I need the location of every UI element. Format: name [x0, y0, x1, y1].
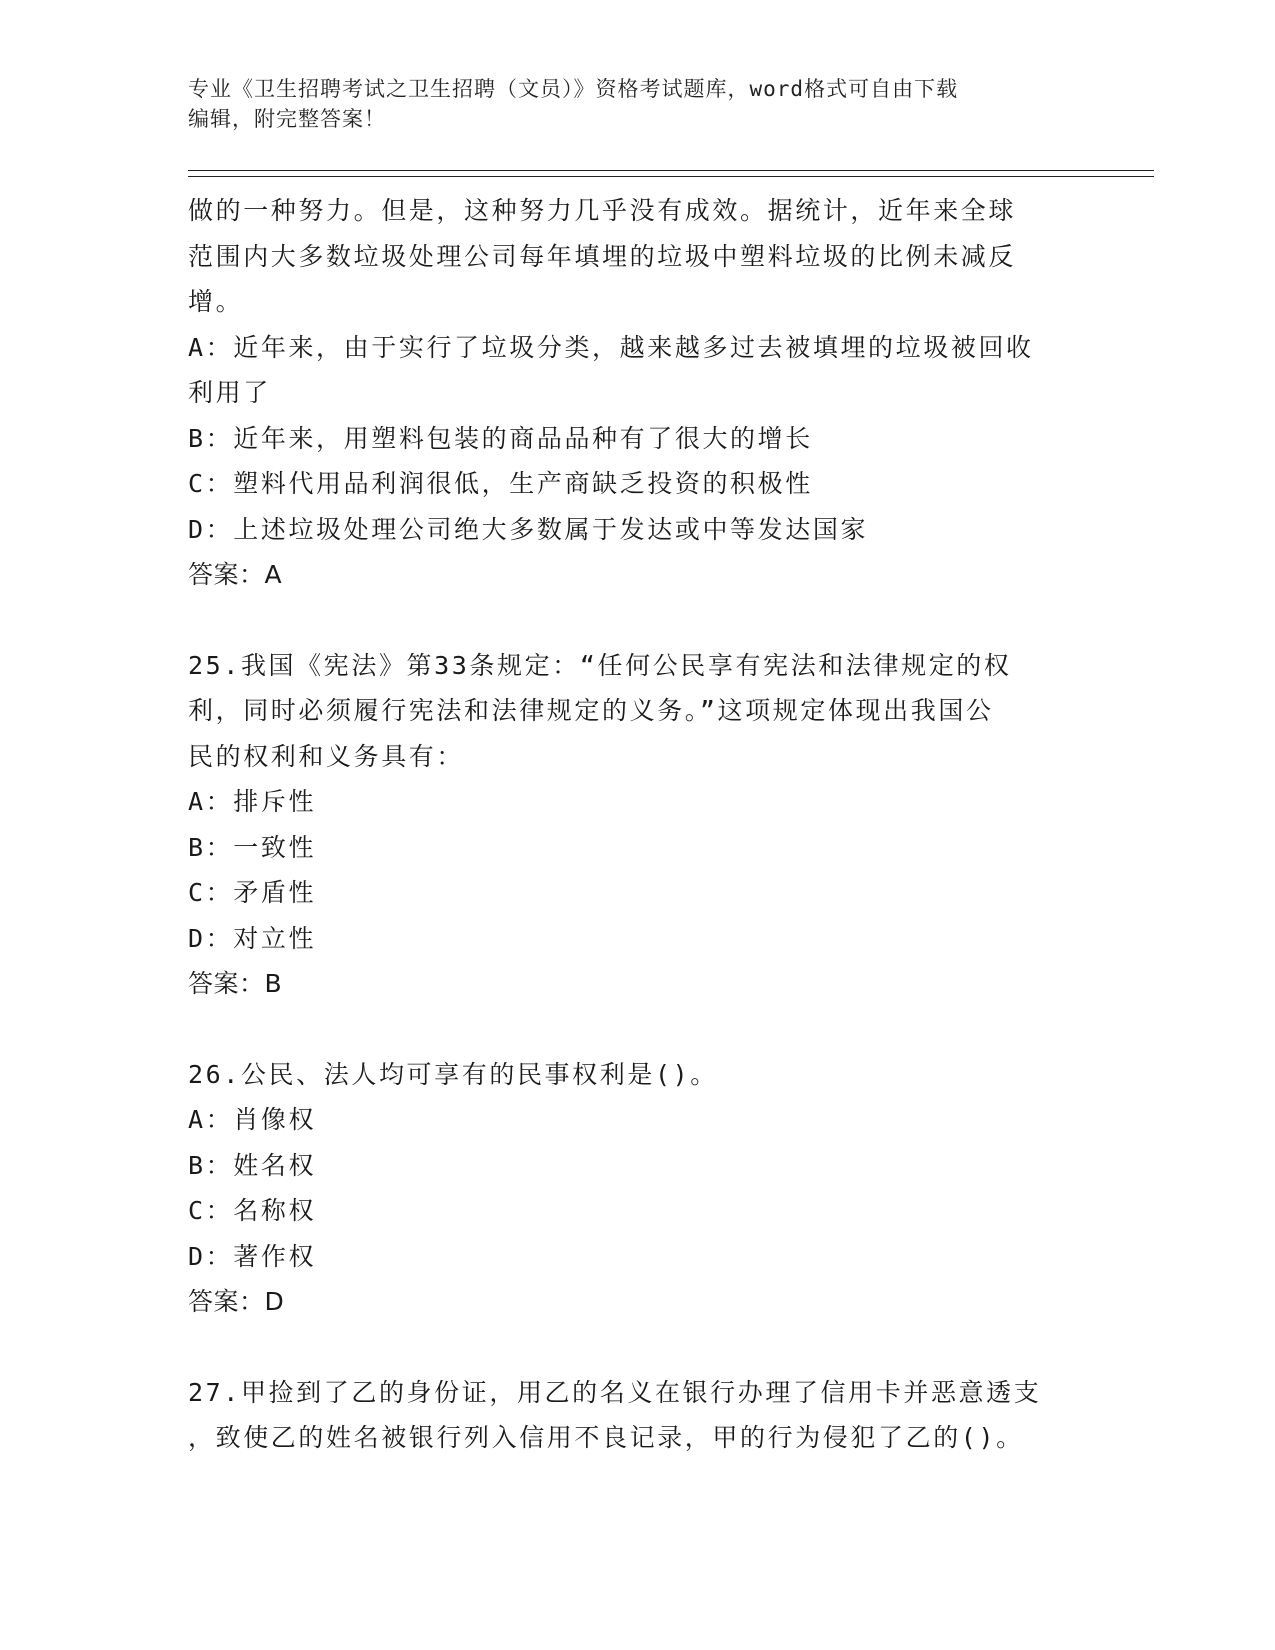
option-d: D：著作权 [188, 1241, 317, 1271]
answer-label: 答案：A [188, 560, 283, 589]
question-stem-line: 做的一种努力。但是，这种努力几乎没有成效。据统计，近年来全球 [188, 196, 1017, 225]
header-rule-top [188, 170, 1154, 171]
option-d: D：对立性 [188, 923, 317, 953]
option-b: B：一致性 [188, 832, 317, 862]
option-c: C：塑料代用品利润很低，生产商缺乏投资的积极性 [188, 469, 813, 498]
question-spacer [188, 1325, 1088, 1370]
header-line-1: 专业《卫生招聘考试之卫生招聘（文员）》资格考试题库，word格式可自由下载 [188, 77, 959, 101]
question-stem-line: 27.甲捡到了乙的身份证，用乙的名义在银行办理了信用卡并恶意透支 [188, 1377, 1042, 1407]
question-26 [188, 1052, 1088, 1325]
header-rule-bottom [188, 176, 1154, 177]
answer-label: 答案：B [188, 969, 283, 998]
question-stem-line: 26.公民、法人均可享有的民事权利是()。 [188, 1059, 718, 1089]
answer-label: 答案：D [188, 1287, 285, 1316]
question-spacer [188, 1007, 1088, 1052]
question-stem-line: 利，同时必须履行宪法和法律规定的义务。”这项规定体现出我国公 [188, 696, 994, 725]
question-stem-line: 民的权利和义务具有： [188, 741, 465, 771]
option-b: B：近年来，用塑料包装的商品品种有了很大的增长 [188, 423, 813, 453]
option-c: C：矛盾性 [188, 878, 317, 907]
document-header [188, 74, 1088, 134]
question-25 [188, 643, 1088, 1007]
option-c: C：名称权 [188, 1196, 317, 1225]
option-a: A：近年来，由于实行了垃圾分类，越来越多过去被填埋的垃圾被回收 [188, 332, 1034, 362]
option-a-continued: 利用了 [188, 378, 271, 407]
option-a: A：肖像权 [188, 1105, 317, 1134]
option-a: A：排斥性 [188, 787, 317, 816]
question-24 [188, 188, 1088, 598]
question-stem-line: 25.我国《宪法》第33条规定：“任何公民享有宪法和法律规定的权 [188, 650, 1012, 680]
option-b: B：姓名权 [188, 1150, 317, 1180]
question-27 [188, 1370, 1088, 1461]
question-content [188, 188, 1088, 1461]
option-d: D：上述垃圾处理公司绝大多数属于发达或中等发达国家 [188, 514, 869, 544]
header-line-2: 编辑，附完整答案！ [188, 107, 386, 131]
question-stem-line: 范围内大多数垃圾处理公司每年填埋的垃圾中塑料垃圾的比例未减反 [188, 241, 1017, 271]
question-spacer [188, 598, 1088, 643]
question-stem-line: 增。 [188, 287, 244, 316]
question-stem-line: ，致使乙的姓名被银行列入信用不良记录，甲的行为侵犯了乙的()。 [188, 1423, 1024, 1452]
